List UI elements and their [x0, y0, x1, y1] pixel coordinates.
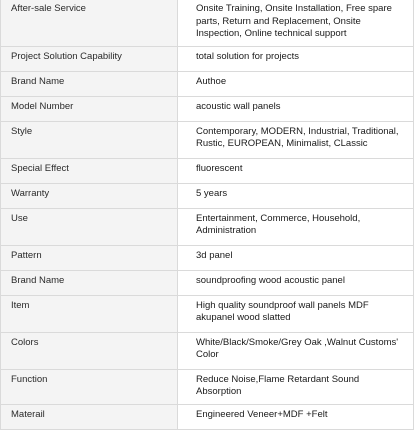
- spec-value: Engineered Veneer+MDF +Felt: [178, 404, 414, 429]
- spec-key: Colors: [1, 332, 178, 369]
- spec-value: Entertainment, Commerce, Household, Administration: [178, 208, 414, 245]
- table-row: [1, 183, 414, 208]
- spec-value: High quality soundproof wall panels MDF akupanel wood slatted: [178, 295, 414, 332]
- spec-value: 3d panel: [178, 245, 414, 270]
- table-row: [1, 295, 414, 332]
- table-row: [1, 404, 414, 429]
- spec-key: Model Number: [1, 96, 178, 121]
- table-row: [1, 369, 414, 404]
- table-row: [1, 270, 414, 295]
- table-row: [1, 332, 414, 369]
- spec-key: Style: [1, 121, 178, 158]
- spec-key: Project Solution Capability: [1, 46, 178, 71]
- spec-value: Contemporary, MODERN, Industrial, Traditional, Rustic, EUROPEAN, Minimalist, CLassic: [178, 121, 414, 158]
- table-row: [1, 158, 414, 183]
- table-row: [1, 46, 414, 71]
- spec-key: Use: [1, 208, 178, 245]
- spec-key: Materail: [1, 404, 178, 429]
- spec-value: 5 years: [178, 183, 414, 208]
- table-row: [1, 121, 414, 158]
- spec-key: Warranty: [1, 183, 178, 208]
- spec-key: Brand Name: [1, 71, 178, 96]
- spec-key: Pattern: [1, 245, 178, 270]
- spec-key: Special Effect: [1, 158, 178, 183]
- spec-value: White/Black/Smoke/Grey Oak ,Walnut Customs' Color: [178, 332, 414, 369]
- spec-key: Function: [1, 369, 178, 404]
- spec-value: total solution for projects: [178, 46, 414, 71]
- spec-value: soundproofing wood acoustic panel: [178, 270, 414, 295]
- spec-value: fluorescent: [178, 158, 414, 183]
- spec-key: After-sale Service: [1, 0, 178, 46]
- spec-key: Item: [1, 295, 178, 332]
- spec-value: Reduce Noise,Flame Retardant Sound Absorption: [178, 369, 414, 404]
- table-row: [1, 96, 414, 121]
- table-row: [1, 71, 414, 96]
- table-row: [1, 0, 414, 46]
- spec-table-body: [1, 0, 414, 429]
- spec-value: Authoe: [178, 71, 414, 96]
- table-row: [1, 245, 414, 270]
- table-row: [1, 208, 414, 245]
- spec-value: acoustic wall panels: [178, 96, 414, 121]
- spec-value: Onsite Training, Onsite Installation, Free spare parts, Return and Replacement, Onsite Inspection, Online technical support: [178, 0, 414, 46]
- spec-key: Brand Name: [1, 270, 178, 295]
